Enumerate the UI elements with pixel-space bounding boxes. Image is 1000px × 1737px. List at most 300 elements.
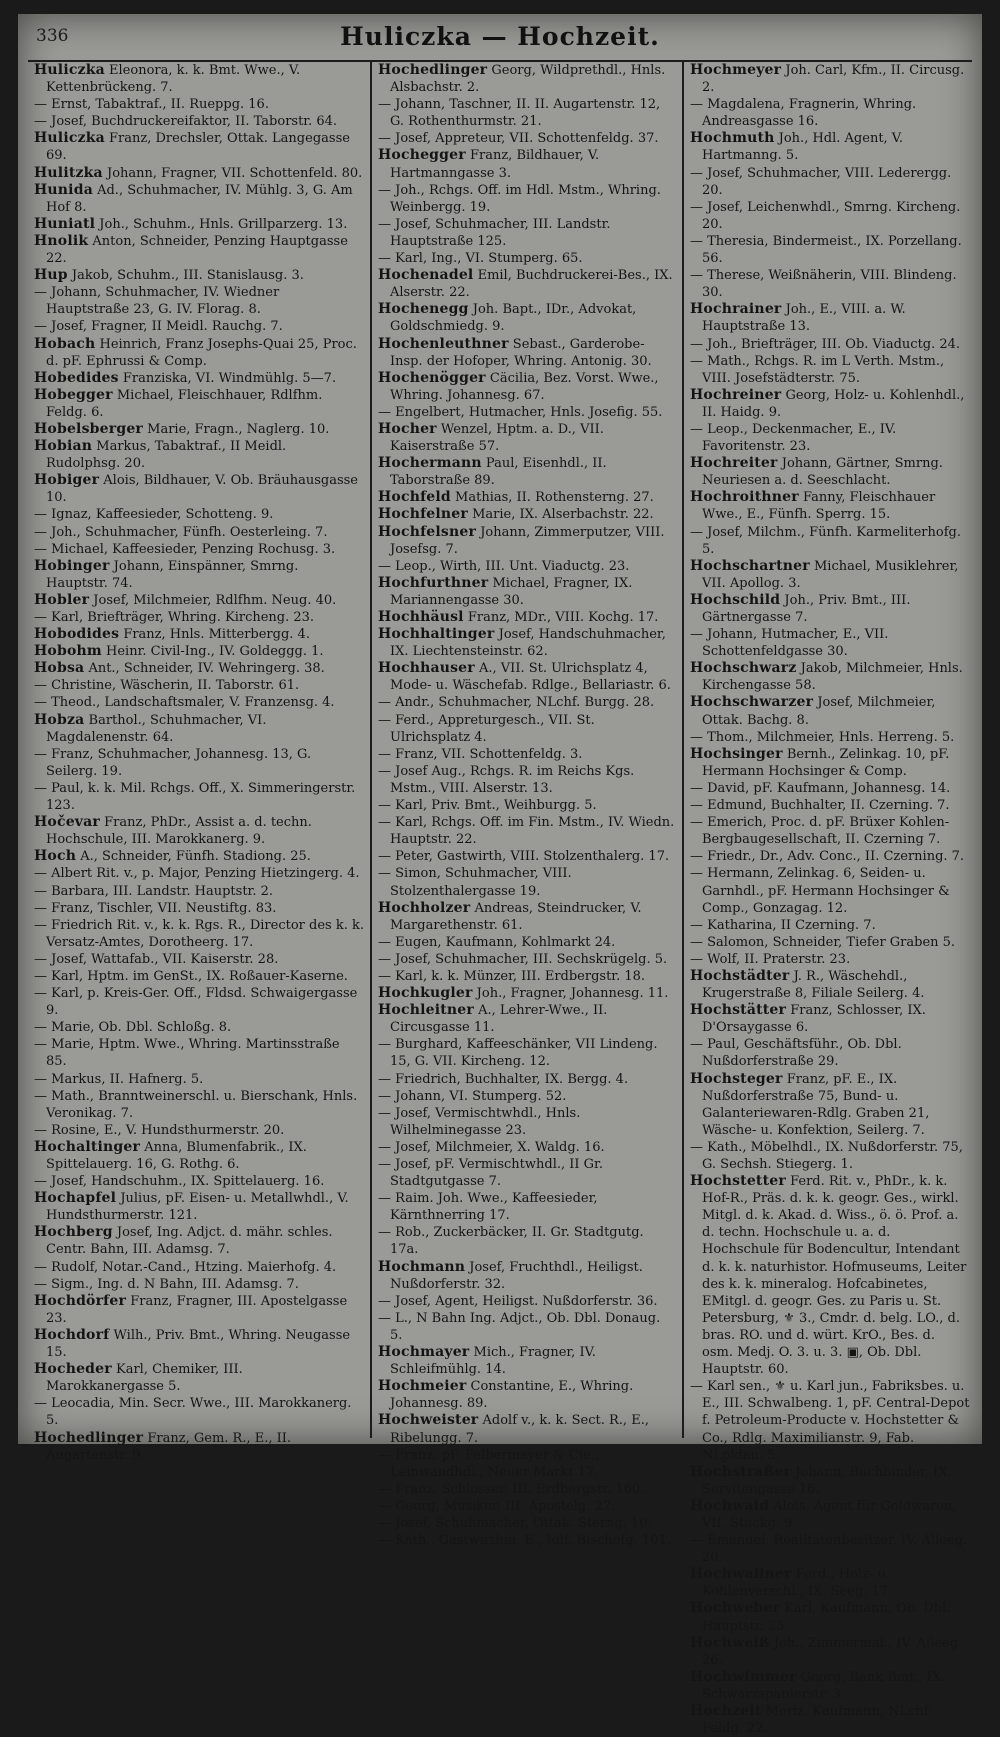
surname: Hochfurthner [378,574,489,591]
directory-entry [378,660,676,694]
entry-details: — L., N Bahn Ing. Adjct., Ob. Dbl. Donaug. 5. [378,1310,661,1343]
entry-details: — Friedrich Rit. v., k. k. Rgs. R., Director des k. k. Versatz-Amtes, Dorotheerg. 17. [34,917,364,950]
directory-entry [378,1481,676,1498]
surname: Hochmeyer [690,62,782,78]
directory-entry [690,1669,970,1703]
entry-details: — Karl, Hptm. im GenSt., IX. Roßauer-Kaserne. [34,968,348,984]
surname: Hochenegg [378,301,469,318]
directory-entry [690,951,970,968]
entry-details: Franziska, VI. Windmühlg. 5—7. [118,370,337,386]
directory-entry [34,541,364,558]
directory-entry [690,1071,970,1139]
directory-entry [378,1412,676,1446]
entry-details: — Karl, Priv. Bmt., Weihburgg. 5. [378,798,597,814]
entry-details: Franz, Drechsler, Ottak. Langegasse 69. [46,131,350,164]
directory-entry [690,1532,970,1566]
directory-entry [690,660,970,694]
directory-entry [34,1327,364,1361]
entry-details: Michael, Musiklehrer, VII. Apollog. 3. [702,558,959,591]
entry-details: Mathias, II. Rothensterng. 27. [450,490,654,506]
entry-details: Josef, Milchmeier, Ottak. Bachg. 8. [702,695,936,728]
entry-details: Georg, Bank Bmt., IX. Schwarzspanierstr. 3. [702,1669,946,1702]
entry-details: — Peter, Gastwirth, VIII. Stolzenthalerg. 17. [378,849,670,865]
directory-entry [34,472,364,506]
directory-entry [690,1002,970,1036]
column-3 [682,60,974,1737]
directory-entry [378,1105,676,1139]
surname: Hobach [34,335,96,352]
surname: Huliczka [34,130,105,147]
entry-details: — Marie, Hptm. Wwe., Whring. Martinsstraße 85. [34,1037,340,1070]
entry-details: Joh., Schuhm., Hnls. Grillparzerg. 13. [95,216,348,232]
directory-entry [690,96,970,130]
entry-details: Georg, Wildprethdl., Hnls. Alsbachstr. 2. [390,63,666,96]
entry-details: Joh., E., VIII. a. W. Hauptstraße 13. [702,302,906,335]
directory-entry [378,524,676,558]
surname: Hobinger [34,557,110,574]
surname: Hochegger [378,147,466,164]
surname: Hup [34,267,68,284]
directory-page [18,14,982,1737]
directory-entry [34,182,364,216]
entry-details: — Franz, pF. Felbermayer & Cie., Leinwandhdl., Neuer Markt 17. [378,1447,599,1480]
directory-entry [690,814,970,848]
directory-entry [690,165,970,199]
directory-entry [34,1088,364,1122]
running-head: Huliczka — Hochzeit. [340,22,660,51]
directory-entry [34,917,364,951]
entry-details: Ferd., Holz- u. Kohlenverschl., IX. Seeg. 17. [702,1567,893,1600]
entry-details: Ad., Schuhmacher, IV. Mühlg. 3, G. Am Hof 8. [46,182,353,215]
surname: Hochzeit [690,1703,762,1719]
directory-entry [378,951,676,968]
entry-details: Joh., Zimmermal., IV. Alleeg. 26. [702,1635,963,1668]
directory-entry [690,1600,970,1634]
directory-entry [690,917,970,934]
surname: Hocheder [34,1361,112,1378]
entry-details: Moriz, Kaufmann, NLchf. Feldg. 22. [702,1704,933,1737]
directory-entry [378,489,676,506]
directory-entry [378,985,676,1002]
entry-details: A., VII. St. Ulrichsplatz 4, Mode- u. Wäschefab. Rdlge., Bellariastr. 6. [390,661,671,694]
entry-details: Wenzel, Hptm. a. D., VII. Kaiserstraße 57. [390,421,604,455]
entry-details: Sebast., Garderobe-Insp. der Hofoper, Whring. Antonig. 30. [390,336,652,369]
entry-details: Johann, Buchbinder, IX. Servitengasse 16. [702,1464,952,1497]
directory-entry [690,797,970,814]
directory-entry [378,1190,676,1224]
entry-details: — Karl, k. k. Münzer, III. Erdbergstr. 18. [378,968,646,984]
directory-entry [378,1293,676,1310]
entry-details: — Karl sen., ⚜ u. Karl jun., Fabriksbes. u. E., III. Schwalbeng. 1, pF. Central-Depot f. Petroleum-Producte v. Hochstetter & Co., Rdlg. Maximilianstr. 9, Fab. NLpldau. 5. [690,1379,970,1463]
entry-details: — Josef Aug., Rchgs. R. im Reichs Kgs. Mstm., VIII. Alserstr. 13. [378,763,635,796]
entry-details: — Wolf, II. Praterstr. 23. [690,951,851,967]
entry-details: Bernh., Zelinkag. 10, pF. Hermann Hochsinger & Comp. [702,746,950,779]
entry-details: Mich., Fragner, IV. Schleifmühlg. 14. [390,1345,596,1378]
surname: Hochdörfer [34,1292,127,1309]
directory-entry [690,1635,970,1669]
surname: Hochweister [378,1412,479,1429]
directory-entry [34,284,364,318]
entry-details: — Therese, Weißnäherin, VIII. Blindeng. 30. [690,268,957,301]
surname: Hochschwarz [690,660,797,677]
surname: Hochmann [378,1258,466,1275]
page-header [18,22,982,58]
directory-entry [690,62,970,96]
directory-entry [378,1088,676,1105]
entry-details: Joh. Carl, Kfm., II. Circusg. 2. [702,63,965,96]
entry-details: — Josef, Handschuhm., IX. Spittelauerg. 16. [34,1174,325,1190]
directory-entry [34,165,364,182]
directory-entry [34,900,364,917]
directory-entry [34,643,364,660]
surname: Hobsa [34,660,85,677]
surname: Hochmayer [378,1344,470,1361]
directory-entry [690,489,970,523]
surname: Hochwallner [690,1566,792,1583]
surname: Hochfeld [378,489,451,506]
entry-details: Heinrich, Franz Josephs-Quai 25, Proc. d. pF. Ephrussi & Comp. [46,336,357,369]
directory-entry [34,814,364,848]
entry-details: Johann, Einspänner, Smrng. Hauptstr. 74. [46,558,299,591]
entry-details: — Johann, VI. Stumperg. 52. [378,1088,567,1104]
entry-details: — Paul, k. k. Mil. Rchgs. Off., X. Simmeringerstr. 123. [34,780,356,814]
surname: Hochreiner [690,386,782,403]
directory-entry [690,1378,970,1463]
surname: Hobedides [34,369,119,386]
entry-details: — Josef, Appreteur, VII. Schottenfeldg. 37. [378,131,659,147]
entry-details: — Josef, Schuhmacher, III. Sechskrügelg. 5. [378,951,668,967]
entry-details: — Franz, Tischler, VII. Neustiftg. 83. [34,900,277,916]
entry-details: Marie, IX. Alserbachstr. 22. [467,507,654,523]
entry-details: Franz, Hnls. Mitterbergg. 4. [119,627,310,643]
directory-entry [690,780,970,797]
surname: Hochfelner [378,506,468,523]
surname: Hnolik [34,232,89,249]
entry-details: — Engelbert, Hutmacher, Hnls. Josefig. 55. [378,404,663,420]
entry-details: — Andr., Schuhmacher, NLchf. Burgg. 28. [378,695,655,711]
surname: Hochleitner [378,1002,474,1019]
directory-entry [378,455,676,489]
directory-entry [34,558,364,592]
entry-details: — Josef, Buchdruckereifaktor, II. Taborstr. 64. [34,114,338,130]
surname: Hobza [34,711,85,728]
directory-entry [378,404,676,421]
entry-details: Josef, Ing. Adjct. d. mähr. schles. Centr. Bahn, III. Adamsg. 7. [46,1225,333,1258]
surname: Hobiger [34,472,100,489]
entry-details: Joh., Hdl. Agent, V. Hartmanng. 5. [702,131,904,164]
directory-entry [378,1515,676,1532]
surname: Hochsinger [690,745,783,762]
surname: Hochenadel [378,267,474,284]
entry-details: Cäcilia, Bez. Vorst. Wwe., Whring. Johannesg. 67. [390,370,659,403]
entry-details: — Rob., Zuckerbäcker, II. Gr. Stadtgutg. 17a. [378,1225,644,1258]
entry-details: — Theresia, Bindermeist., IX. Porzellang. 56. [690,233,962,267]
entry-details: Anton, Schneider, Penzing Hauptgasse 22. [46,233,348,267]
directory-entry [378,182,676,216]
surname: Hochstetter [690,1173,786,1190]
entry-details: Alois, Bildhauer, V. Ob. Bräuhausgasse 10. [46,473,358,506]
surname: Hochreiter [690,455,778,472]
directory-entry [34,592,364,609]
entry-details: — Kath., Möbelhdl., IX. Nußdorferstr. 75, G. Sechsh. Stiegerg. 1. [690,1139,963,1172]
directory-entry [690,199,970,233]
entry-details: — Ignaz, Kaffeesieder, Schotteng. 9. [34,507,274,523]
entry-details: Michael, Fragner, IX. Mariannengasse 30. [390,575,633,608]
entry-details: J. R., Wäschehdl., Krugerstraße 8, Filiale Seilerg. 4. [702,968,925,1002]
directory-entry [690,130,970,164]
directory-entry [34,113,364,130]
entry-details: Johann, Zimmerputzer, VIII. Josefsg. 7. [390,524,665,557]
directory-entry [34,387,364,421]
directory-entry [690,267,970,301]
directory-entry [690,1566,970,1600]
entry-details: — Magdalena, Fragnerin, Whring. Andreasgasse 16. [690,97,917,130]
entry-details: — Josef, Schuhmacher, Ottak. Sterng. 10. [378,1515,652,1531]
directory-entry [34,62,364,96]
directory-entry [690,1173,970,1378]
directory-entry [34,660,364,677]
surname: Hochapfel [34,1190,117,1207]
directory-entry [34,712,364,746]
entry-details: Jakob, Schuhm., III. Stanislausg. 3. [67,268,304,284]
surname: Hochaltinger [34,1138,141,1155]
directory-entry [378,1002,676,1036]
entry-details: — Joh., Rchgs. Off. im Hdl. Mstm., Whring. Weinbergg. 19. [378,182,661,215]
entry-details: — Emanuel, Realitätenbesitzer, IV. Alleeg. 20. [690,1533,968,1566]
directory-entry [378,421,676,455]
directory-columns [28,60,974,1737]
entry-details: Joh., Priv. Bmt., III. Gärtnergasse 7. [702,592,911,625]
surname: Hochsteger [690,1070,783,1087]
surname: Hochweiß [690,1634,770,1651]
entry-details: — Georg, Musiker, III. Apostelg. 27. [378,1498,616,1514]
directory-entry [378,1532,676,1549]
entry-details: — Salomon, Schneider, Tiefer Graben 5. [690,934,956,950]
entry-details: Franz, Gem. R., E., II. Augartenstr. 9. [46,1430,292,1463]
directory-entry [378,336,676,370]
entry-details: — Markus, II. Hafnerg. 5. [34,1071,204,1087]
directory-entry [690,558,970,592]
directory-entry [378,1498,676,1515]
entry-details: — Rosine, E., V. Hundsthurmerstr. 20. [34,1122,285,1138]
surname: Hobler [34,591,90,608]
directory-entry [378,1071,676,1088]
directory-entry [34,1224,364,1258]
directory-entry [378,130,676,147]
surname: Hochschartner [690,557,810,574]
surname: Hobohm [34,643,102,660]
directory-entry [34,506,364,523]
entry-details: Eleonora, k. k. Bmt. Wwe., V. Kettenbrückeng. 7. [46,63,301,96]
directory-entry [378,865,676,899]
directory-entry [34,1036,364,1070]
directory-entry [378,250,676,267]
entry-details: — Edmund, Buchhalter, II. Czerning. 7. [690,798,950,814]
surname: Hochwald [690,1497,770,1514]
directory-entry [378,694,676,711]
surname: Hobelsberger [34,420,144,437]
directory-entry [34,1259,364,1276]
surname: Hochroithner [690,489,799,506]
directory-entry [378,968,676,985]
directory-entry [378,848,676,865]
surname: Hochermann [378,455,482,472]
directory-entry [34,985,364,1019]
entry-details: — Emerich, Proc. d. pF. Brüxer Kohlen-Bergbaugesellschaft, II. Czerning 7. [690,815,950,848]
surname: Hulitzka [34,164,103,181]
directory-entry [378,1036,676,1070]
surname: Hocher [378,420,437,437]
page-number: 336 [36,26,69,46]
entry-details: A., Lehrer-Wwe., II. Circusgasse 11. [390,1003,608,1036]
directory-entry [34,677,364,694]
directory-entry [690,592,970,626]
entry-details: — Burghard, Kaffeeschänker, VII Lindeng. 15, G. VII. Kircheng. 12. [378,1037,658,1070]
directory-entry [690,746,970,780]
entry-details: Alois, Agent für Goldwaren, VII. Stuckg. 9. [702,1498,957,1531]
entry-details: — Michael, Kaffeesieder, Penzing Rochusg. 3. [34,541,336,557]
surname: Hochschwarzer [690,694,814,711]
directory-entry [690,1036,970,1070]
directory-entry [690,301,970,335]
directory-entry [34,1430,364,1464]
entry-details: Joh., Fragner, Johannesg. 11. [472,986,669,1002]
directory-entry [690,848,970,865]
entry-details: — Math., Branntweinerschl. u. Bierschank, Hnls. Veronikag. 7. [34,1088,358,1121]
directory-entry [34,370,364,387]
entry-details: — Theod., Landschaftsmaler, V. Franzensg. 4. [34,695,335,711]
entry-details: Franz, Fragner, III. Apostelgasse 23. [46,1293,348,1326]
directory-entry [34,694,364,711]
directory-entry [34,883,364,900]
entry-details: — Eugen, Kaufmann, Kohlmarkt 24. [378,934,616,950]
directory-entry [34,609,364,626]
directory-entry [34,968,364,985]
directory-entry [378,626,676,660]
entry-details: — Rudolf, Notar.-Cand., Htzing. Maierhofg. 4. [34,1259,337,1275]
directory-entry [34,848,364,865]
directory-entry [34,336,364,370]
directory-entry [34,1276,364,1293]
surname: Hochkugler [378,985,473,1002]
directory-entry [378,797,676,814]
entry-details: Johann, Fragner, VII. Schottenfeld. 80. [102,165,363,181]
surname: Hobegger [34,386,113,403]
entry-details: Ant., Schneider, IV. Wehringerg. 38. [84,661,325,677]
entry-details: — Joh., Briefträger, III. Ob. Viaductg. 24. [690,336,961,352]
surname: Hochedlinger [34,1429,144,1446]
directory-entry [34,746,364,780]
surname: Hochhäusl [378,609,464,625]
directory-entry [34,1395,364,1429]
directory-entry [690,626,970,660]
entry-details: Paul, Eisenhdl., II. Taborstraße 89. [390,456,607,489]
entry-details: Joh. Bapt., IDr., Advokat, Goldschmiedg. 9. [390,302,637,335]
directory-entry [34,524,364,541]
entry-details: — Karl, Rchgs. Off. im Fin. Mstm., IV. Wiedn. Hauptstr. 22. [378,815,675,848]
directory-entry [378,575,676,609]
entry-details: — Josef, Agent, Heiligst. Nußdorferstr. 36. [378,1293,658,1309]
entry-details: — Math., Rchgs. R. im L Verth. Mstm., VIII. Josefstädterstr. 75. [690,353,945,386]
directory-entry [378,814,676,848]
directory-entry [690,455,970,489]
entry-details: Franz, Bildhauer, V. Hartmanngasse 3. [390,148,600,181]
entry-details: Anna, Blumenfabrik., IX. Spittelauerg. 16, G. Rothg. 6. [46,1139,307,1172]
directory-entry [378,96,676,130]
directory-entry [690,694,970,728]
entry-details: Heinr. Civil-Ing., IV. Goldeggg. 1. [101,644,324,660]
surname: Huliczka [34,62,105,78]
entry-details: Franz, MDr., VIII. Kochg. 17. [463,610,659,625]
directory-entry [34,267,364,284]
directory-entry [378,712,676,746]
directory-entry [690,524,970,558]
entry-details: — Josef, Leichenwhdl., Smrng. Kircheng. 20. [690,199,961,232]
entry-details: — Josef, Milchm., Fünfh. Karmeliterhofg. 5. [690,524,961,557]
directory-entry [378,147,676,181]
surname: Hobodides [34,626,120,643]
directory-entry [34,318,364,335]
directory-entry [34,626,364,643]
directory-entry [378,301,676,335]
entry-details: A., Schneider, Fünfh. Stadiong. 25. [76,849,311,865]
entry-details: — Paul, Geschäftsführ., Ob. Dbl. Nußdorferstraße 29. [690,1037,902,1070]
entry-details: — Johann, Schuhmacher, IV. Wiedner Hauptstraße 23, G. IV. Florag. 8. [34,285,280,318]
directory-entry [378,746,676,763]
surname: Hochholzer [378,899,471,916]
entry-details: Michael, Fleischhauer, Rdlfhm. Feldg. 6. [46,387,323,420]
entry-details: Andreas, Steindrucker, V. Margarethenstr. 61. [390,900,642,933]
entry-details: — Simon, Schuhmacher, VIII. Stolzenthalergasse 19. [378,866,572,899]
entry-details: — Friedr., Dr., Adv. Conc., II. Czerning. 7. [690,849,965,865]
directory-entry [378,267,676,301]
entry-details: — Josef, Wattafab., VII. Kaiserstr. 28. [34,951,279,967]
entry-details: Marie, Fragn., Naglerg. 10. [143,421,330,437]
entry-details: Jakob, Milchmeier, Hnls. Kirchengasse 58. [702,661,963,694]
directory-entry [34,216,364,233]
entry-details: Georg, Holz- u. Kohlenhdl., II. Haidg. 9. [702,387,965,420]
surname: Hochwimmer [690,1668,797,1685]
entry-details: — Raim. Joh. Wwe., Kaffeesieder, Kärnthnerring 17. [378,1191,598,1224]
directory-entry [378,1310,676,1344]
directory-entry [690,865,970,916]
entry-details: Constantine, E., Whring. Johannesg. 89. [390,1379,634,1412]
entry-details: — Joh., Schuhmacher, Fünfh. Oesterleing. 7. [34,524,328,540]
directory-entry [34,1361,364,1395]
surname: Hochstraßer [690,1463,792,1480]
entry-details: — Karl, p. Kreis-Ger. Off., Fldsd. Schwaigergasse 9. [34,986,358,1019]
directory-entry [378,506,676,523]
directory-entry [34,1122,364,1139]
entry-details: — Josef, Milchmeier, X. Waldg. 16. [378,1139,605,1155]
surname: Hochedlinger [378,62,488,78]
entry-details: — Sigm., Ing. d. N Bahn, III. Adamsg. 7. [34,1276,299,1292]
directory-entry [378,1224,676,1258]
directory-entry [34,951,364,968]
directory-entry [378,934,676,951]
surname: Hochenleuthner [378,335,509,352]
directory-entry [34,1293,364,1327]
surname: Hoch [34,848,77,865]
entry-details: — Josef, Vermischtwhdl., Hnls. Wilhelminegasse 23. [378,1105,581,1138]
directory-entry [34,1019,364,1036]
surname: Hochenögger [378,369,486,386]
entry-details: — Kath., Gastwirthin, E., Idlf. Bischofg. 101. [378,1533,671,1549]
entry-details: — Josef, Schuhmacher, III. Landstr. Hauptstraße 125. [378,216,611,249]
entry-details: — Albert Rit. v., p. Major, Penzing Hietzingerg. 4. [34,866,360,882]
entry-details: Julius, pF. Eisen- u. Metallwhdl., V. Hundsthurmerstr. 121. [46,1191,349,1224]
directory-entry [690,1464,970,1498]
